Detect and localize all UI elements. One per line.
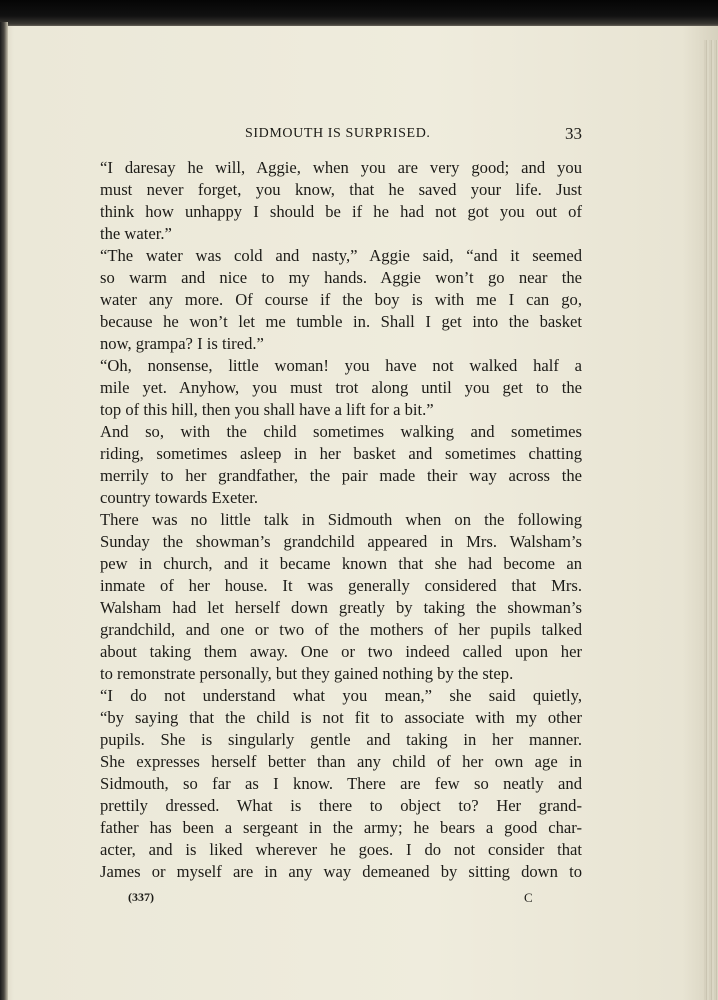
text-line: Sunday the showman’s grandchild appeared in Mrs. Walsham’s [100, 532, 582, 551]
text-line: riding, sometimes asleep in her basket and sometimes chatting [100, 444, 582, 463]
text-line: There was no little talk in Sidmouth when on the following [100, 510, 582, 529]
text-line: to remonstrate personally, but they gained nothing by the step. [100, 664, 514, 683]
text-line: because he won’t let me tumble in. Shall I get into the basket [100, 312, 582, 331]
text-line: “The water was cold and nasty,” Aggie said, “and it seemed [100, 246, 582, 265]
text-line: now, grampa? I is tired.” [100, 334, 264, 353]
text-line: inmate of her house. It was generally considered that Mrs. [100, 576, 582, 595]
text-line: pupils. She is singularly gentle and taking in her manner. [100, 730, 582, 749]
running-head [100, 124, 584, 146]
book-binding-edge [0, 22, 8, 1000]
text-line: country towards Exeter. [100, 488, 259, 507]
text-line: She expresses herself better than any child of her own age in [100, 752, 582, 771]
text-line: James or myself are in any way demeaned by sitting down to [100, 862, 582, 881]
text-line: about taking them away. One or two indeed called upon her [100, 642, 582, 661]
page-body-text [100, 157, 582, 883]
text-line: must never forget, you know, that he saved your life. Just [100, 180, 582, 199]
text-line: pew in church, and it became known that she had become an [100, 554, 582, 573]
text-line: Walsham had let herself down greatly by taking the showman’s [100, 598, 582, 617]
text-line: merrily to her grandfather, the pair made their way across the [100, 466, 582, 485]
running-head-title: SIDMOUTH IS SURPRISED. [245, 126, 431, 141]
page-footer [100, 890, 582, 908]
text-line: mile yet. Anyhow, you must trot along until you get to the [100, 378, 582, 397]
text-line: grandchild, and one or two of the mothers of her pupils talked [100, 620, 582, 639]
text-line: think how unhappy I should be if he had not got you out of [100, 202, 582, 221]
text-line: top of this hill, then you shall have a lift for a bit.” [100, 400, 434, 419]
text-line: acter, and is liked wherever he goes. I do not consider that [100, 840, 582, 859]
page-stack-edge [704, 40, 718, 1000]
text-line: so warm and nice to my hands. Aggie won’t go near the [100, 268, 582, 287]
text-line: father has been a sergeant in the army; he bears a good char- [100, 818, 582, 837]
text-line: “I daresay he will, Aggie, when you are very good; and you [100, 158, 582, 177]
text-line: the water.” [100, 224, 172, 243]
text-line: “I do not understand what you mean,” she said quietly, [100, 686, 582, 705]
signature-mark: C [524, 890, 533, 905]
text-line: “by saying that the child is not fit to associate with my other [100, 708, 582, 727]
page-number: 33 [565, 124, 582, 143]
text-line: prettily dressed. What is there to object to? Her grand- [100, 796, 582, 815]
text-line: Sidmouth, so far as I know. There are few so neatly and [100, 774, 582, 793]
printer-number: (337) [128, 890, 154, 904]
text-line: “Oh, nonsense, little woman! you have not walked half a [100, 356, 582, 375]
text-line: water any more. Of course if the boy is with me I can go, [100, 290, 582, 309]
text-line: And so, with the child sometimes walking and sometimes [100, 422, 582, 441]
